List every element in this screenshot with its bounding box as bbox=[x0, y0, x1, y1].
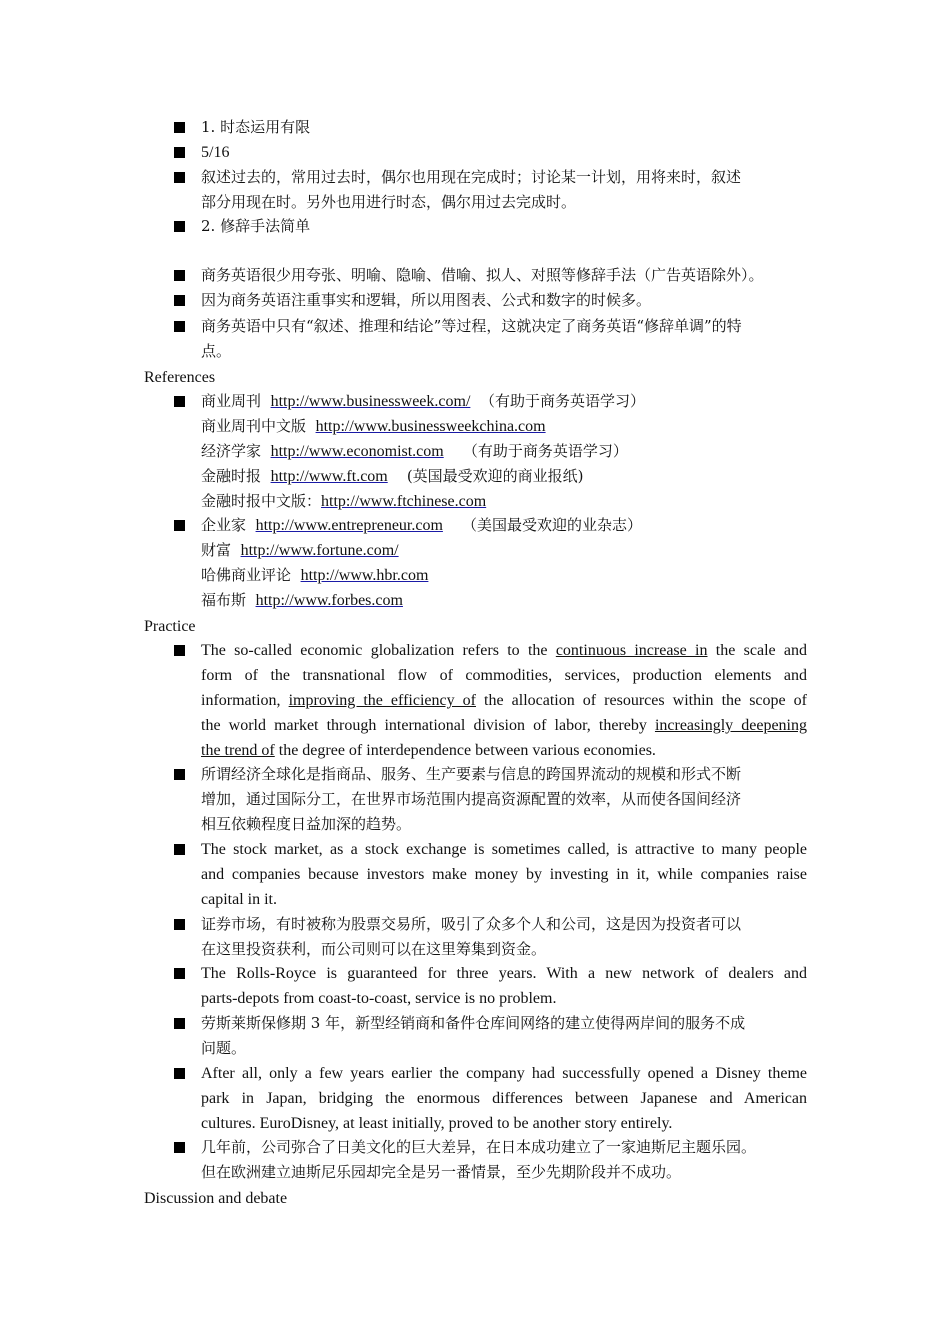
bullet-icon bbox=[174, 1018, 185, 1029]
practice-p5-line1: The Rolls-Royce is guaranteed for three years. With a new network of dealers and bbox=[201, 965, 807, 982]
fortune-link[interactable]: http://www.fortune.com/ bbox=[240, 542, 399, 559]
practice-p1-line4 bbox=[201, 717, 807, 734]
practice-p1-line2: form of the transnational flow of commodities, services, production elements and bbox=[201, 667, 807, 684]
practice-p5-line2: parts-depots from coast-to-coast, service is no problem. bbox=[201, 990, 557, 1007]
economist-link[interactable]: http://www.economist.com bbox=[270, 443, 444, 460]
reference-ft bbox=[201, 468, 807, 485]
underlined-phrase: the trend of bbox=[201, 742, 275, 759]
reference-forbes bbox=[201, 592, 807, 609]
ft-link[interactable]: http://www.ft.com bbox=[270, 468, 388, 485]
practice-p1-line1 bbox=[201, 642, 807, 659]
reference-fortune bbox=[201, 542, 807, 559]
list-item-rhetoric-heading: 2. 修辞手法简单 bbox=[201, 217, 311, 235]
reference-label: 商业周刊 bbox=[201, 392, 262, 410]
businessweekchina-link[interactable]: http://www.businessweekchina.com bbox=[315, 418, 546, 435]
reference-label: 金融时报 bbox=[201, 467, 262, 485]
reference-note: （美国最受欢迎的业杂志） bbox=[462, 516, 643, 534]
practice-p4-line1: 证券市场，有时被称为股票交易所，吸引了众多个人和公司，这是因为投资者可以 bbox=[201, 915, 742, 933]
bullet-icon bbox=[174, 172, 185, 183]
text-span: the world market through international division of labor, thereby bbox=[201, 717, 655, 734]
practice-p2-line3: 相互依赖程度日益加深的趋势。 bbox=[201, 815, 412, 833]
bullet-icon bbox=[174, 122, 185, 133]
practice-p6-line1: 劳斯莱斯保修期 3 年，新型经销商和备件仓库间网络的建立使得两岸间的服务不成 bbox=[201, 1014, 746, 1032]
discussion-heading: Discussion and debate bbox=[144, 1190, 288, 1207]
bullet-icon bbox=[174, 396, 185, 407]
hbr-link[interactable]: http://www.hbr.com bbox=[300, 567, 429, 584]
ftchinese-link[interactable]: http://www.ftchinese.com bbox=[321, 493, 487, 510]
reference-label: 经济学家 bbox=[201, 442, 262, 460]
practice-p6-line2: 问题。 bbox=[201, 1039, 247, 1057]
bullet-icon bbox=[174, 295, 185, 306]
practice-p1-line5 bbox=[201, 742, 807, 759]
reference-businessweekchina bbox=[201, 418, 807, 435]
bullet-icon bbox=[174, 147, 185, 158]
reference-economist bbox=[201, 443, 807, 460]
list-item-tense-text-line2: 部分用现在时。另外也用进行时态，偶尔用过去完成时。 bbox=[201, 193, 577, 211]
reference-label: 财富 bbox=[201, 541, 232, 559]
bullet-icon bbox=[174, 968, 185, 979]
reference-ftchinese bbox=[201, 493, 807, 510]
bullet-icon bbox=[174, 1068, 185, 1079]
bullet-icon bbox=[174, 321, 185, 332]
reference-label: 福布斯 bbox=[201, 591, 247, 609]
reference-hbr bbox=[201, 567, 807, 584]
forbes-link[interactable]: http://www.forbes.com bbox=[255, 592, 403, 609]
bullet-icon bbox=[174, 769, 185, 780]
bullet-icon bbox=[174, 919, 185, 930]
reference-entrepreneur bbox=[201, 517, 807, 534]
underlined-phrase: improving the efficiency of bbox=[288, 692, 476, 709]
practice-p2-line2: 增加，通过国际分工，在世界市场范围内提高资源配置的效率，从而使各国间经济 bbox=[201, 790, 742, 808]
list-item-tense-heading: 1. 时态运用有限 bbox=[201, 118, 311, 136]
list-item-page-number: 5/16 bbox=[201, 144, 230, 161]
underlined-phrase: increasingly deepening bbox=[654, 717, 807, 734]
list-item-facts-text: 因为商务英语注重事实和逻辑，所以用图表、公式和数字的时候多。 bbox=[201, 291, 652, 309]
reference-label: 金融时报中文版： bbox=[201, 492, 322, 510]
bullet-icon bbox=[174, 1142, 185, 1153]
reference-businessweek bbox=[201, 393, 807, 410]
text-span: the allocation of resources within the scope of bbox=[475, 692, 808, 709]
list-item-rhetoric-text: 商务英语很少用夸张、明喻、隐喻、借喻、拟人、对照等修辞手法（广告英语除外）。 bbox=[201, 266, 764, 284]
practice-p2-line1: 所谓经济全球化是指商品、服务、生产要素与信息的跨国界流动的规模和形式不断 bbox=[201, 765, 742, 783]
practice-p7-line1: After all, only a few years earlier the company had successfully opened a Disney theme bbox=[201, 1065, 807, 1082]
text-span: the scale and bbox=[707, 642, 808, 659]
practice-p7-line3: cultures. EuroDisney, at least initially, proved to be another story entirely. bbox=[201, 1115, 673, 1132]
bullet-icon bbox=[174, 844, 185, 855]
list-item-tense-text-line1: 叙述过去的，常用过去时，偶尔也用现在完成时；讨论某一计划，用将来时，叙述 bbox=[201, 168, 742, 186]
entrepreneur-link[interactable]: http://www.entrepreneur.com bbox=[255, 517, 443, 534]
underlined-phrase: continuous increase in bbox=[555, 642, 708, 659]
reference-label: 哈佛商业评论 bbox=[201, 566, 292, 584]
bullet-icon bbox=[174, 520, 185, 531]
practice-p3-line3: capital in it. bbox=[201, 891, 277, 908]
text-span: the degree of interdependence between various economies. bbox=[274, 742, 656, 759]
reference-note: （有助于商务英语学习） bbox=[462, 442, 628, 460]
practice-p3-line2: and companies because investors make money by investing in it, while companies raise bbox=[201, 866, 807, 883]
practice-p1-line3 bbox=[201, 692, 807, 709]
practice-p3-line1: The stock market, as a stock exchange is sometimes called, is attractive to many people bbox=[201, 841, 807, 858]
reference-note: (英国最受欢迎的商业报纸) bbox=[406, 467, 584, 485]
references-heading: References bbox=[144, 369, 216, 386]
bullet-icon bbox=[174, 221, 185, 232]
practice-p4-line2: 在这里投资获利，而公司则可以在这里筹集到资金。 bbox=[201, 940, 547, 958]
bullet-icon bbox=[174, 270, 185, 281]
bullet-icon bbox=[174, 645, 185, 656]
reference-label: 企业家 bbox=[201, 516, 247, 534]
practice-p8-line1: 几年前，公司弥合了日美文化的巨大差异，在日本成功建立了一家迪斯尼主题乐园。 bbox=[201, 1138, 757, 1156]
businessweek-link[interactable]: http://www.businessweek.com/ bbox=[270, 393, 471, 410]
practice-p7-line2: park in Japan, bridging the enormous differences between Japanese and American bbox=[201, 1090, 807, 1107]
text-span: information, bbox=[201, 692, 289, 709]
list-item-process-line1: 商务英语中只有“叙述、推理和结论”等过程，这就决定了商务英语“修辞单调”的特 bbox=[201, 317, 742, 335]
reference-note: （有助于商务英语学习） bbox=[479, 392, 645, 410]
reference-label: 商业周刊中文版 bbox=[201, 417, 307, 435]
practice-p8-line2: 但在欧洲建立迪斯尼乐园却完全是另一番情景，至少先期阶段并不成功。 bbox=[201, 1163, 682, 1181]
list-item-process-line2: 点。 bbox=[201, 342, 232, 360]
text-span: The so-called economic globalization refers to the bbox=[201, 642, 556, 659]
practice-heading: Practice bbox=[144, 618, 196, 635]
